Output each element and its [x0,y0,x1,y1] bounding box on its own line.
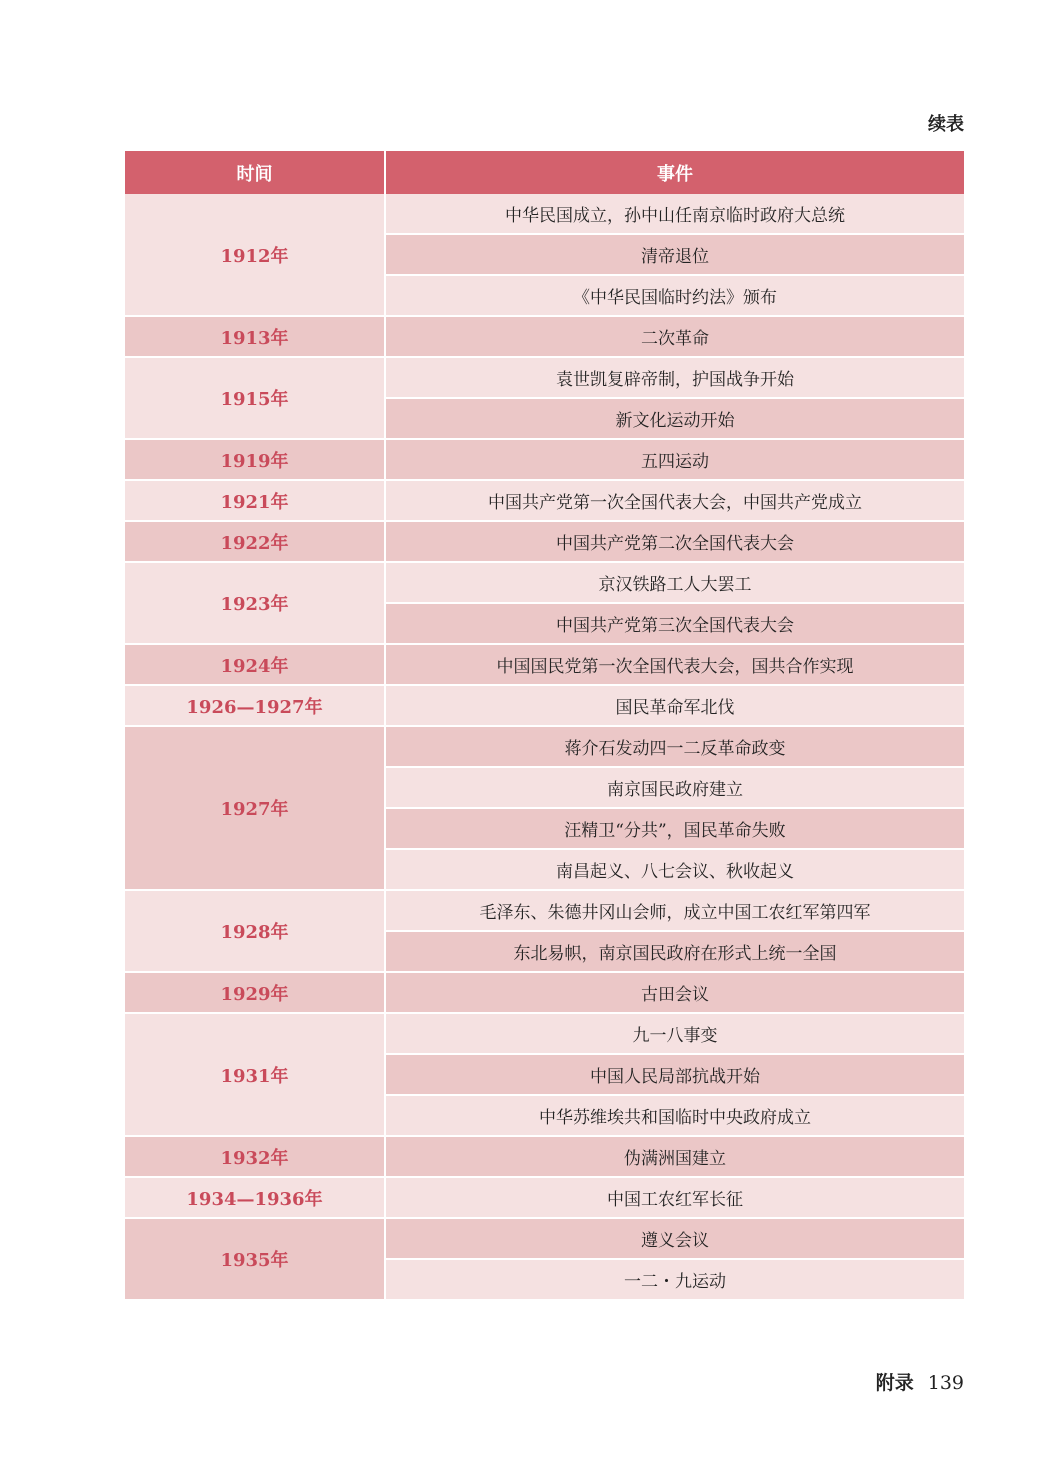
event-cell: 中国国民党第一次全国代表大会，国共合作实现 [385,644,964,685]
history-timeline-table [125,151,964,1301]
event-cell: 伪满洲国建立 [385,1136,964,1177]
year-cell: 1923年 [125,562,385,644]
event-cell: 中国共产党第二次全国代表大会 [385,521,964,562]
event-cell: 东北易帜，南京国民政府在形式上统一全国 [385,931,964,972]
event-cell: 遵义会议 [385,1218,964,1259]
event-cell: 新文化运动开始 [385,398,964,439]
table-row [125,480,964,521]
event-cell: 中国工农红军长征 [385,1177,964,1218]
table-row [125,972,964,1013]
table-row [125,562,964,603]
year-cell: 1926—1927年 [125,685,385,726]
table-row [125,1177,964,1218]
event-cell: 南昌起义、八七会议、秋收起义 [385,849,964,890]
event-cell: 古田会议 [385,972,964,1013]
event-cell: 二次革命 [385,316,964,357]
event-cell: 一二・九运动 [385,1259,964,1300]
year-cell: 1912年 [125,194,385,316]
event-cell: 蒋介石发动四一二反革命政变 [385,726,964,767]
table-row [125,316,964,357]
table-row [125,1013,964,1054]
event-cell: 《中华民国临时约法》颁布 [385,275,964,316]
year-cell: 1913年 [125,316,385,357]
continued-label: 续表 [928,114,964,135]
event-cell: 南京国民政府建立 [385,767,964,808]
event-cell: 清帝退位 [385,234,964,275]
event-cell: 袁世凯复辟帝制，护国战争开始 [385,357,964,398]
table-row [125,357,964,398]
header-event: 事件 [385,151,964,194]
year-cell: 1928年 [125,890,385,972]
table-row [125,685,964,726]
header-time: 时间 [125,151,385,194]
table-row [125,726,964,767]
event-cell: 京汉铁路工人大罢工 [385,562,964,603]
year-cell: 1935年 [125,1218,385,1300]
year-cell: 1919年 [125,439,385,480]
year-cell: 1915年 [125,357,385,439]
event-cell: 五四运动 [385,439,964,480]
year-cell: 1924年 [125,644,385,685]
event-cell: 中国共产党第三次全国代表大会 [385,603,964,644]
event-cell: 中华苏维埃共和国临时中央政府成立 [385,1095,964,1136]
event-cell: 中国人民局部抗战开始 [385,1054,964,1095]
year-cell: 1934—1936年 [125,1177,385,1218]
year-cell: 1931年 [125,1013,385,1136]
page-number: 139 [927,1372,964,1394]
year-cell: 1932年 [125,1136,385,1177]
event-cell: 九一八事变 [385,1013,964,1054]
table-row [125,521,964,562]
year-cell: 1921年 [125,480,385,521]
year-cell: 1929年 [125,972,385,1013]
table-body [125,194,964,1300]
event-cell: 汪精卫“分共”，国民革命失败 [385,808,964,849]
table-header-row [125,151,964,194]
event-cell: 中华民国成立，孙中山任南京临时政府大总统 [385,194,964,234]
year-cell: 1927年 [125,726,385,890]
table-row [125,644,964,685]
event-cell: 毛泽东、朱德井冈山会师，成立中国工农红军第四军 [385,890,964,931]
event-cell: 中国共产党第一次全国代表大会，中国共产党成立 [385,480,964,521]
table-row [125,1136,964,1177]
event-cell: 国民革命军北伐 [385,685,964,726]
page-footer [876,1368,964,1395]
table-row [125,890,964,931]
footer-section-label: 附录 [875,1372,914,1394]
table-row [125,439,964,480]
table-row [125,194,964,234]
table-row [125,1218,964,1259]
year-cell: 1922年 [125,521,385,562]
